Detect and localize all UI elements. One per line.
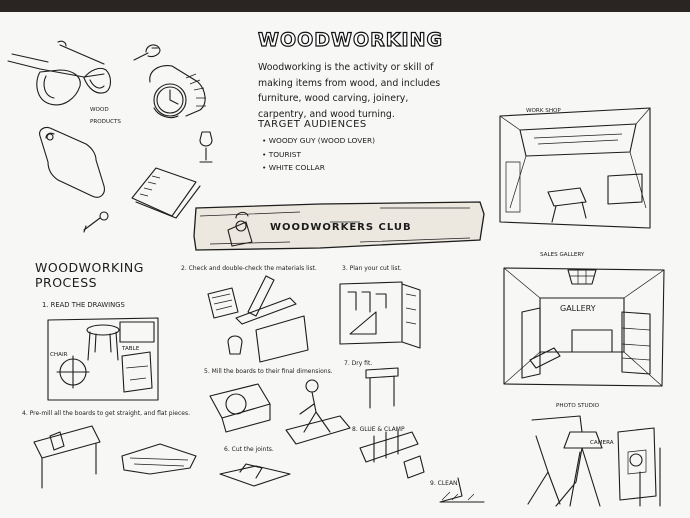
glue-clamp-sketch — [360, 430, 424, 478]
workshop-sketch — [500, 108, 650, 228]
drawing-label-table: TABLE — [122, 346, 140, 352]
wood-products-label: WOOD PRODUCTS — [90, 107, 121, 125]
gallery-sign: GALLERY — [560, 304, 596, 313]
step-8-label: 8. GLUE & CLAMP — [352, 426, 405, 433]
wine-glass-sketch — [200, 132, 212, 162]
step-3-label: 3. Plan your cut list. — [342, 265, 402, 272]
audiences-list — [262, 134, 375, 175]
club-sign-label: WOODWORKERS CLUB — [270, 222, 412, 233]
process-title: WOODWORKING PROCESS — [35, 260, 144, 290]
pre-mill-sketch — [34, 426, 196, 488]
key-sketch — [84, 212, 108, 232]
intro-text: Woodworking is the activity or skill of making items from wood, and includes furniture, wood carving, joinery, carpentry, and wood turning. — [258, 62, 441, 120]
step-6-label: 6. Cut the joints. — [224, 446, 274, 453]
notebook-sketch — [132, 168, 200, 218]
watch-sketch — [150, 66, 206, 118]
step-7-label: 7. Dry fit. — [344, 360, 373, 367]
audience-item: • TOURIST — [262, 148, 375, 162]
step-1-label: 1. READ THE DRAWINGS — [42, 301, 125, 309]
step-9-label: 9. CLEAN — [430, 480, 458, 487]
sales-gallery-sketch — [504, 268, 664, 386]
page-title: WOODWORKING — [258, 29, 444, 51]
audience-item: • WOODY GUY (WOOD LOVER) — [262, 134, 375, 148]
step-2-label: 2. Check and double-check the materials list. — [181, 265, 317, 272]
photo-studio-label: PHOTO STUDIO — [556, 403, 600, 409]
cut-joints-sketch — [220, 464, 290, 486]
mill-boards-sketch — [210, 380, 350, 444]
drawing-label-chair: CHAIR — [50, 352, 68, 358]
photo-studio-sketch — [528, 416, 660, 506]
audiences-heading: TARGET AUDIENCES — [258, 119, 367, 130]
step-5-label: 5. Mill the boards to their final dimensions. — [204, 368, 333, 375]
step-4-label: 4. Pre-mill all the boards to get straight, and flat pieces. — [22, 410, 190, 417]
materials-list-sketch — [208, 276, 308, 362]
pipe-sketch — [134, 45, 160, 60]
sales-gallery-label: SALES GALLERY — [540, 252, 585, 258]
sunglasses-sketch — [8, 41, 111, 105]
camera-label: CAMERA — [590, 440, 614, 446]
audience-item: • WHITE COLLAR — [262, 161, 375, 175]
drawings-sketch — [48, 318, 158, 400]
phone-case-sketch — [40, 127, 105, 197]
sketch-sheet — [0, 12, 690, 518]
workshop-label: WORK SHOP — [526, 108, 561, 114]
dry-fit-sketch — [366, 368, 398, 408]
cut-list-sketch — [340, 282, 420, 348]
